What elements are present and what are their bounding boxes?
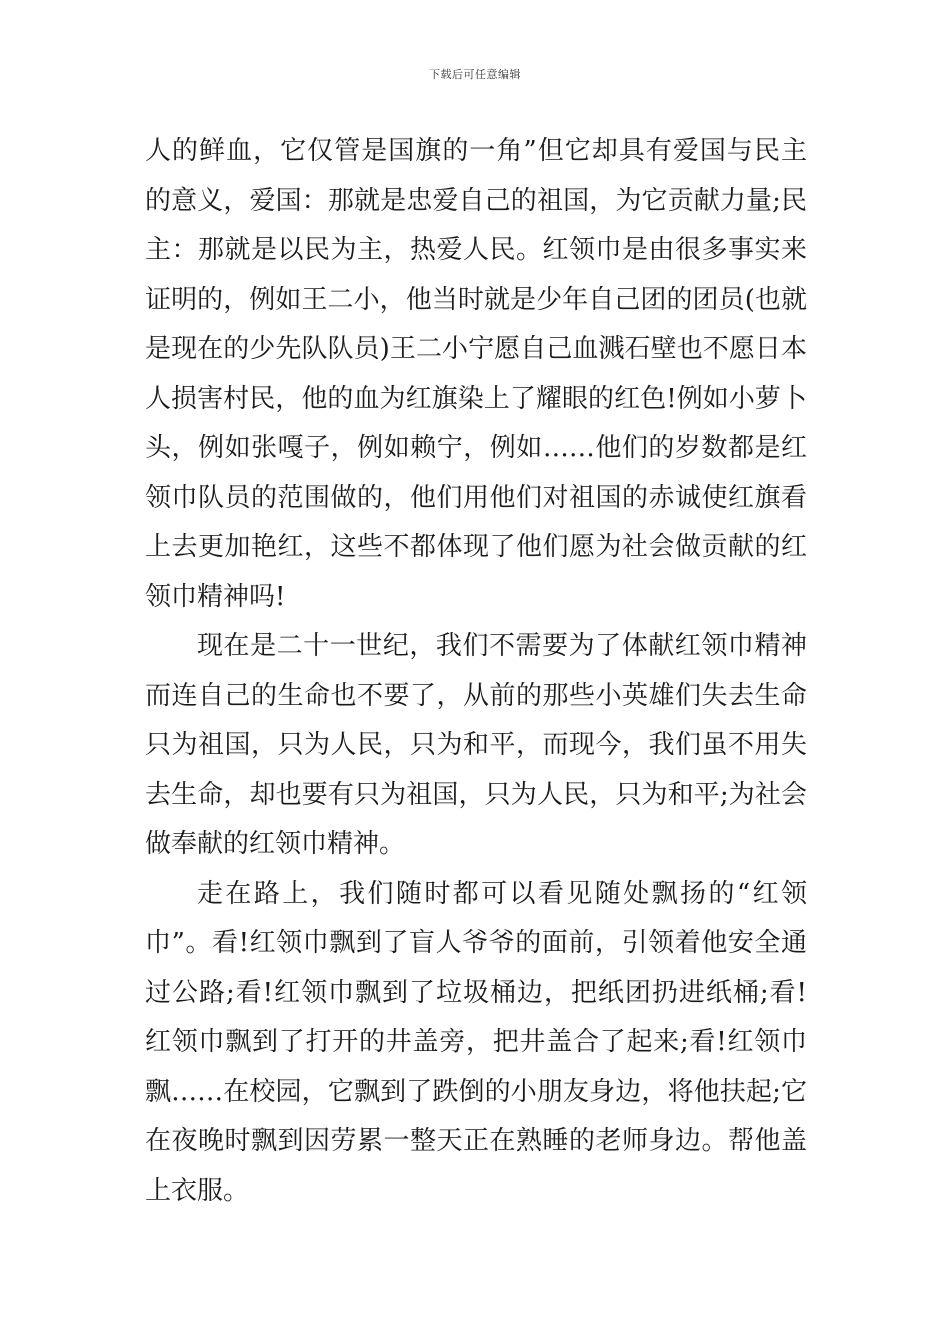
- document-body: [145, 127, 807, 1216]
- text-line: 在夜晚时飘到因劳累一整天正在熟睡的老师身边。帮他盖: [145, 1126, 807, 1156]
- text-line: 过公路;看!红领巾飘到了垃圾桶边，把纸团扔进纸桶;看!: [145, 977, 807, 1008]
- text-line: 只为祖国，只为人民，只为和平，而现今，我们虽不用失: [145, 730, 807, 760]
- paragraph: [145, 127, 807, 622]
- text-line: 领巾精神吗!: [145, 581, 286, 612]
- text-line: 证明的，例如王二小，他当时就是少年自己团的团员(也就: [145, 284, 807, 315]
- text-line: 上去更加艳红，这些不都体现了他们愿为社会做贡献的红: [145, 532, 807, 562]
- text-line: 去生命，却也要有只为祖国，只为人民，只为和平;为社会: [145, 779, 807, 810]
- text-line: 巾”。看!红领巾飘到了盲人爷爷的面前，引领着他安全通: [145, 928, 807, 958]
- page-header: 下载后可任意编辑: [429, 68, 521, 81]
- text-line: 是现在的少先队队员)王二小宁愿自己血溅石壁也不愿日本: [145, 334, 807, 364]
- text-line: 头，例如张嘎子，例如赖宁，例如……他们的岁数都是红: [145, 433, 807, 463]
- text-line: 人的鲜血，它仅管是国旗的一角”但它却具有爱国与民主: [145, 136, 807, 166]
- text-line: 现在是二十一世纪，我们不需要为了体献红领巾精神: [197, 631, 807, 661]
- text-line: 领巾队员的范围做的，他们用他们对祖国的赤诚使红旗看: [145, 482, 807, 513]
- text-line: 人损害村民，他的血为红旗染上了耀眼的红色!例如小萝卜: [145, 383, 807, 414]
- text-line: 红领巾飘到了打开的井盖旁，把井盖合了起来;看!红领巾: [145, 1027, 807, 1057]
- text-line: 做奉献的红领巾精神。: [145, 829, 406, 859]
- text-line: 的意义，爱国：那就是忠爱自己的祖国，为它贡献力量;民: [145, 185, 807, 216]
- paragraph: [145, 870, 807, 1217]
- text-line: 飘……在校园，它飘到了跌倒的小朋友身边，将他扶起;它: [145, 1076, 807, 1107]
- text-line: 主：那就是以民为主，热爱人民。红领巾是由很多事实来: [145, 235, 807, 265]
- text-line: 走在路上，我们随时都可以看见随处飘扬的“红领: [197, 878, 807, 909]
- text-line: 上衣服。: [145, 1175, 250, 1206]
- paragraph: [145, 622, 807, 870]
- text-line: 而连自己的生命也不要了，从前的那些小英雄们失去生命: [145, 680, 807, 711]
